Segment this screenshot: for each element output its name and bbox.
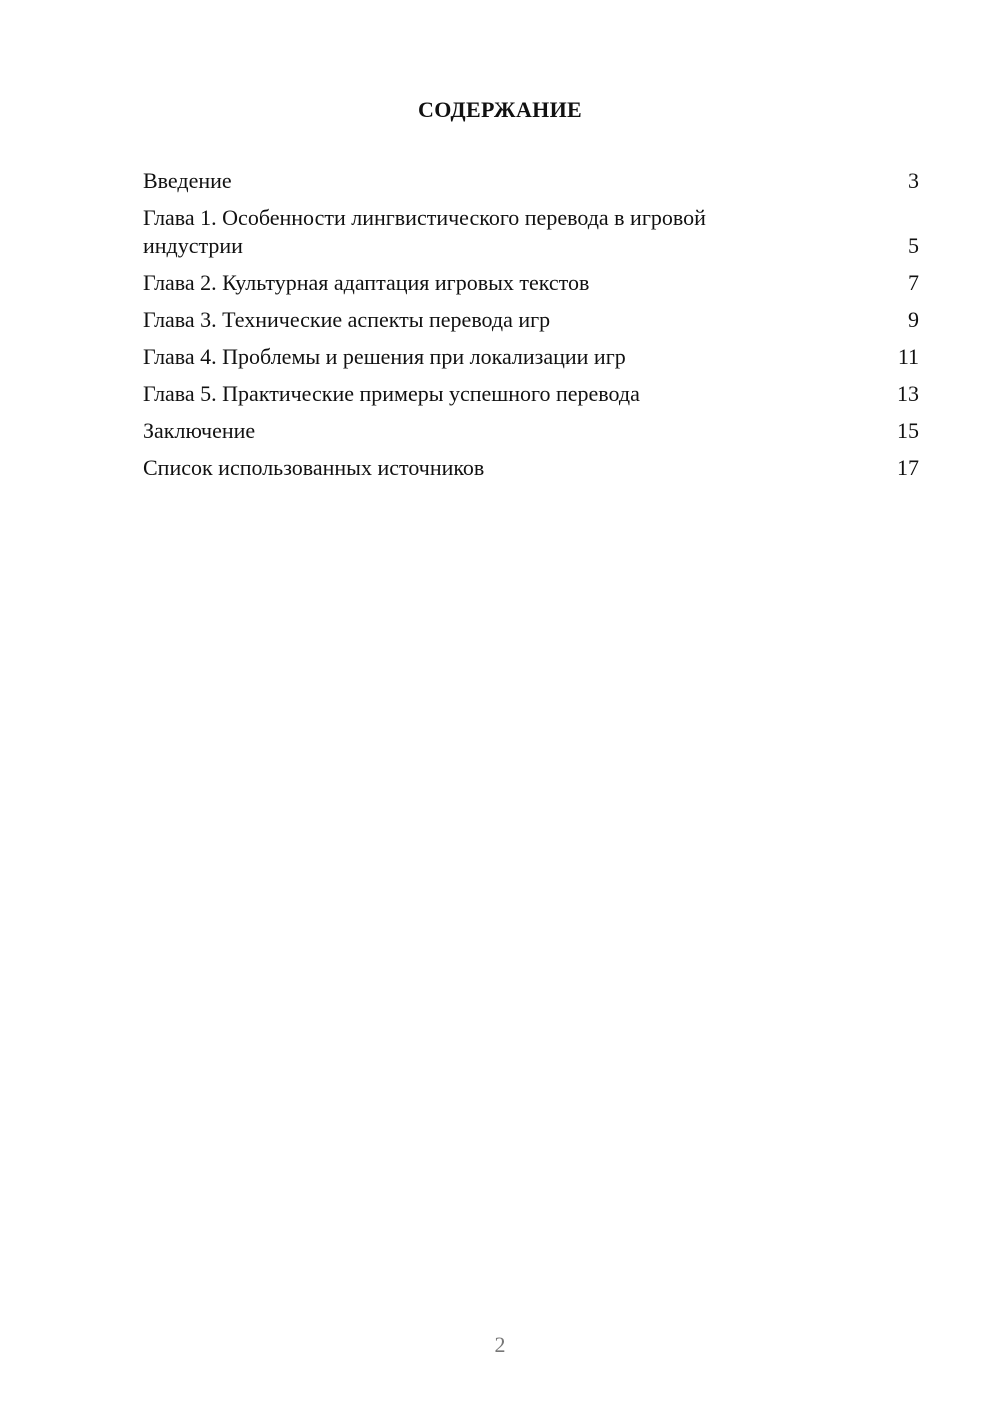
toc-entry-chapter-2 [143, 269, 919, 297]
toc-entry-page: 15 [897, 418, 919, 443]
toc-entry-references [143, 454, 919, 482]
page-number: 2 [494, 1332, 506, 1357]
toc-entry-label: Введение [143, 168, 232, 193]
toc-entry-page: 13 [897, 381, 919, 406]
toc-entry-introduction [143, 167, 919, 195]
toc-entry-label: Глава 5. Практические примеры успешного перевода [143, 381, 640, 406]
toc-entry-page: 17 [897, 455, 919, 480]
toc-entry-chapter-5 [143, 380, 919, 408]
toc-entry-page: 3 [908, 168, 919, 193]
toc-entry-chapter-4 [143, 343, 919, 371]
toc-entry-label: Глава 4. Проблемы и решения при локализации игр [143, 344, 626, 369]
page-title: СОДЕРЖАНИЕ [418, 97, 582, 122]
toc-entry-chapter-1 [143, 204, 919, 260]
toc-entry-label: Глава 3. Технические аспекты перевода игр [143, 307, 551, 332]
toc-entry-chapter-3 [143, 306, 919, 334]
toc-entry-page: 7 [908, 270, 919, 295]
toc-entry-page: 5 [908, 233, 919, 258]
toc-entry-label: Список использованных источников [143, 455, 485, 480]
toc-entry-label: Глава 1. Особенности лингвистического перевода в игровой индустрии [143, 205, 706, 258]
toc-entry-page: 9 [908, 307, 919, 332]
table-of-contents [143, 167, 919, 491]
toc-entry-label: Глава 2. Культурная адаптация игровых текстов [143, 270, 590, 295]
toc-entry-label: Заключение [143, 418, 256, 443]
toc-entry-page: 11 [897, 344, 919, 369]
toc-entry-conclusion [143, 417, 919, 445]
